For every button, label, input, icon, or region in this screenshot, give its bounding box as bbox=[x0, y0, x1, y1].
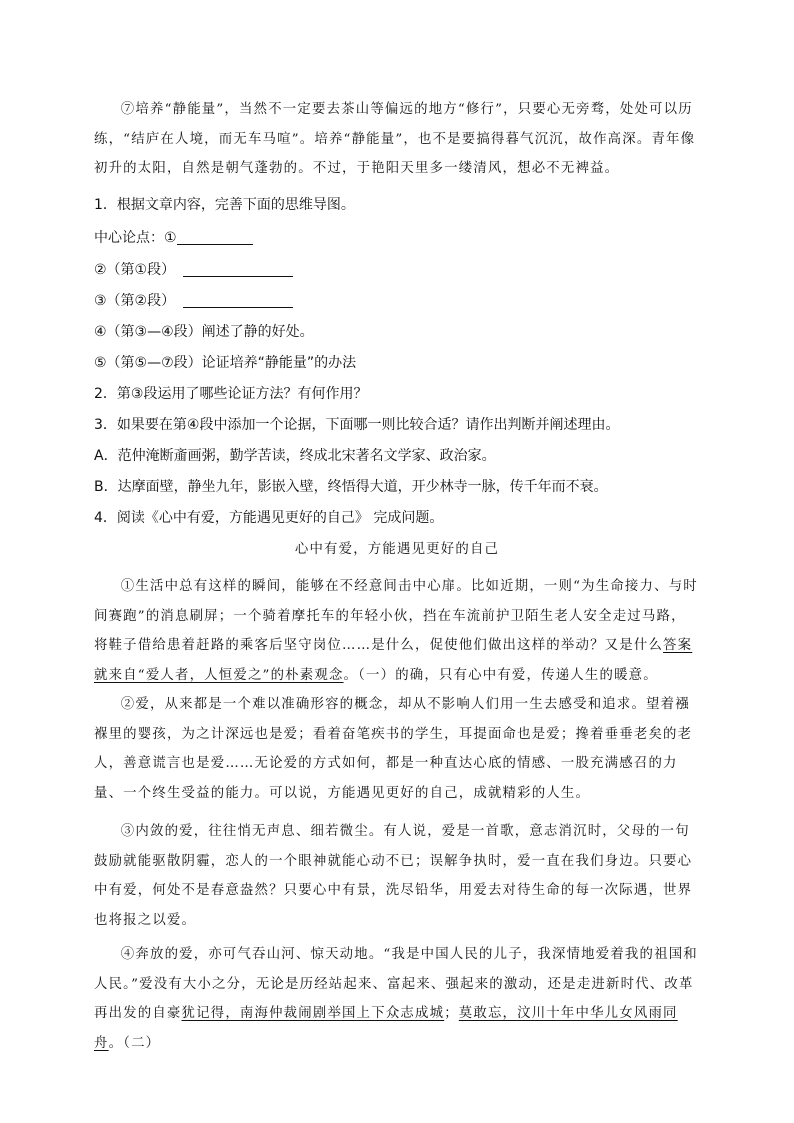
mindmap-item-3-label: ③（第②段） bbox=[94, 293, 176, 309]
option-a: A．范仲淹断齑画粥，勤学苦读，终成北宋著名文学家、政治家。 bbox=[94, 448, 496, 464]
article-paragraph-3: ③内敛的爱，往往悄无声息、细若微尘。有人说，爱是一首歌，意志消沉时，父母的一句鼓励就能驱散阴霾，恋人的一个眼神就能心动不已；误解争执时，爱一直在我们身边。只要心中有爱，何处不是春意盎然？只要心中有景，洗尽铅华，用爱去对待生命的每一次际遇，世界也将报之以爱。 bbox=[94, 824, 693, 928]
mindmap-item-2-label: ②（第①段） bbox=[94, 262, 176, 278]
central-argument-label: 中心论点：① bbox=[94, 230, 177, 246]
central-argument-line bbox=[94, 228, 253, 248]
paragraph-4-underlined-1: 犹记得，南海仲裁闹剧举国上下众志成城 bbox=[181, 1006, 445, 1021]
paragraph-4-underlined-2: 莫敢忘，汶川十年中华儿女风雨同舟 bbox=[94, 1006, 678, 1051]
paragraph-7: ⑦培养“静能量”，当然不一定要去茶山等偏远的地方“修行”，只要心无旁骛，处处可以历练，“结庐在人境，而无车马喧”。培养“静能量”，也不是要搞得暮气沉沉，故作高深。青年像初升的太阳，自然是朝气蓬勃的。不过，于艳阳天里多一缕清风，想必不无裨益。 bbox=[94, 102, 696, 176]
paragraph-1-underlined: 答案就来自“爱人者，人恒爱之”的朴素观念 bbox=[94, 638, 693, 683]
question-1: 1．根据文章内容，完善下面的思维导图。 bbox=[94, 197, 355, 213]
article-title: 心中有爱，方能遇见更好的自己 bbox=[294, 542, 500, 557]
article-paragraph-2: ②爱，从来都是一个难以准确形容的概念，却从不影响人们用一生去感受和追求。望着襁褓里的婴孩，为之计深远也是爱；看着奋笔疾书的学生，耳提面命也是爱；搀着垂垂老矣的老人，善意谎言也是爱……无论爱的方式如何，都是一种直达心底的情感、一股充满感召的力量、一个终生受益的能力。可以说，方能遇见更好的自己，成就精彩的人生。 bbox=[94, 697, 693, 801]
question-2: 2．第③段运用了哪些论证方法？有何作用？ bbox=[94, 386, 368, 402]
paragraph-4-text-a: ④奔放的爱，亦可气吞山河、惊天动地。“我是中国人民的儿子，我深情地爱着我的祖国和人民。”爱没有大小之分，无论是历经站起来、富起来、强起来的激动，还是走进新时代、改革再出发的自豪 bbox=[94, 947, 698, 1021]
paragraph-1-text-b: 。（一）的确，只有心中有爱，传递人生的暖意。 bbox=[343, 667, 658, 683]
article-paragraph-1 bbox=[94, 572, 700, 690]
answer-blank-2[interactable] bbox=[183, 261, 293, 277]
mindmap-item-3 bbox=[94, 291, 293, 311]
paragraph-4-separator: ； bbox=[444, 1006, 459, 1021]
mindmap-item-4: ④（第③—④段）阐述了静的好处。 bbox=[94, 324, 314, 340]
paragraph-1-text-a: ①生活中总有这样的瞬间，能够在不经意间击中心扉。比如近期，一则“为生命接力、与时间赛跑”的消息刷屏；一个骑着摩托车的年轻小伙，挡在车流前护卫陌生老人安全走过马路，将鞋子借给患着赶路的乘客后坚守岗位……是什么，促使他们做出这样的举动？又是什么 bbox=[94, 579, 698, 653]
article-paragraph-4 bbox=[94, 940, 700, 1058]
mindmap-item-2 bbox=[94, 260, 293, 280]
answer-blank-3[interactable] bbox=[183, 292, 293, 308]
mindmap-item-5: ⑤（第⑤—⑦段）论证培养“静能量”的办法 bbox=[94, 355, 357, 371]
question-3: 3．如果要在第④段中添加一个论据，下面哪一则比较合适？请作出判断并阐述理由。 bbox=[94, 417, 620, 433]
question-4: 4．阅读《心中有爱，方能遇见更好的自己》 完成问题。 bbox=[94, 510, 444, 526]
answer-blank-1[interactable] bbox=[177, 229, 253, 245]
option-b: B．达摩面壁，静坐九年，影嵌入壁，终悟得大道，开少林寺一脉，传千年而不衰。 bbox=[94, 479, 608, 495]
paragraph-4-text-b: 。（二） bbox=[108, 1035, 161, 1051]
